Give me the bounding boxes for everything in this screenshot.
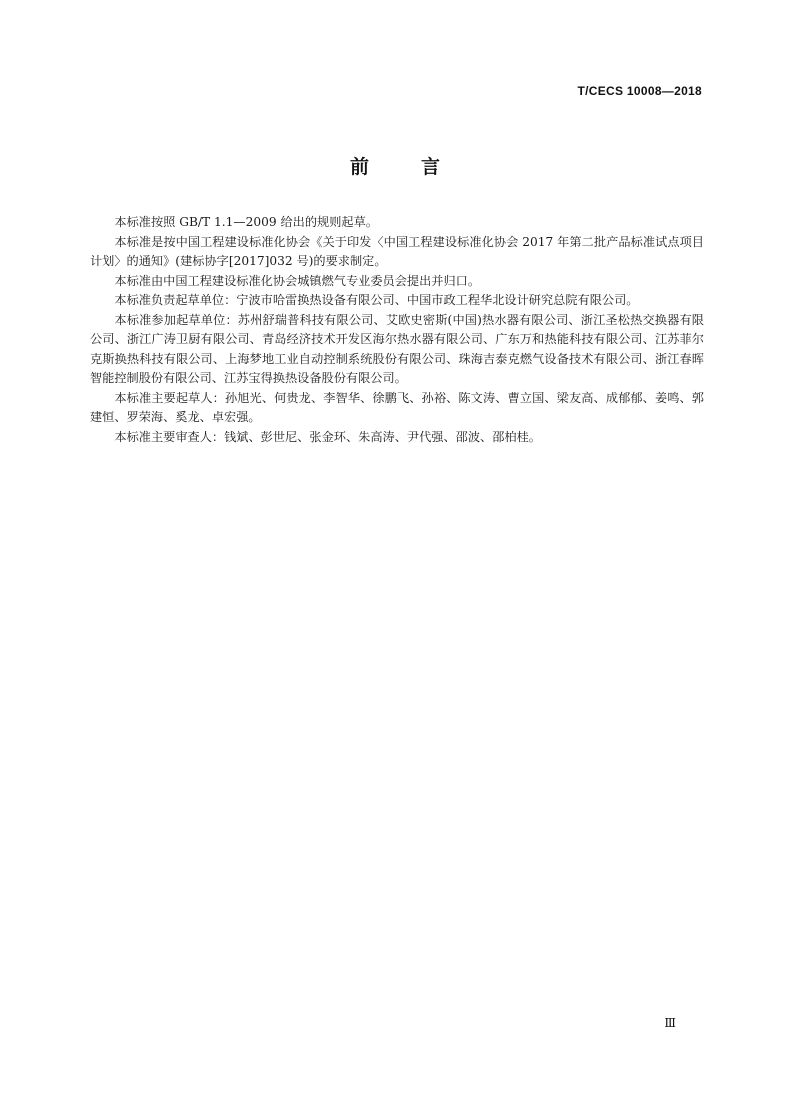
standard-code: T/CECS 10008—2018 (577, 84, 702, 98)
paragraph-lead-drafters: 本标准负责起草单位：宁波市哈雷换热设备有限公司、中国市政工程华北设计研究总院有限公司。 (114, 293, 639, 307)
paragraph-main-drafters: 本标准主要起草人：孙旭光、何贵龙、李智华、徐鹏飞、孙裕、陈文涛、曹立国、梁友高、成郁郁、姜鸣、郭建恒、罗荣海、奚龙、卓宏强。 (90, 390, 704, 424)
paragraph-basis: 本标准是按中国工程建设标准化协会《关于印发〈中国工程建设标准化协会 2017 年第二批产品标准试点项目计划〉的通知》(建标协字[2017]032 号)的要求制定。 (90, 234, 704, 268)
paragraph-main-reviewers: 本标准主要审查人：钱斌、彭世尼、张金环、朱高涛、尹代强、邵波、邵柏桂。 (114, 429, 541, 444)
paragraph-participating-drafters: 本标准参加起草单位：苏州舒瑞普科技有限公司、艾欧史密斯(中国)热水器有限公司、浙江圣松热交换器有限公司、浙江广涛卫厨有限公司、青岛经济技术开发区海尔热水器有限公司、广东万和热能科技有限公司、江苏菲尔克斯换热科技有限公司、上海梦地工业自动控制系统股份有限公司、珠海吉泰克燃气设备技术有限公司、浙江春晖智能控制股份有限公司、江苏宝得换热设备股份有限公司。 (90, 312, 704, 385)
page-number: Ⅲ (664, 1016, 676, 1030)
page-title-part1: 前 (349, 156, 371, 178)
foreword-body (90, 213, 704, 447)
paragraph-proposer: 本标准由中国工程建设标准化协会城镇燃气专业委员会提出并归口。 (114, 273, 481, 288)
page-title (0, 152, 792, 179)
paragraph-drafting-rules: 本标准按照 GB/T 1.1—2009 给出的规则起草。 (114, 215, 378, 229)
page-title-part2: 言 (421, 156, 443, 178)
